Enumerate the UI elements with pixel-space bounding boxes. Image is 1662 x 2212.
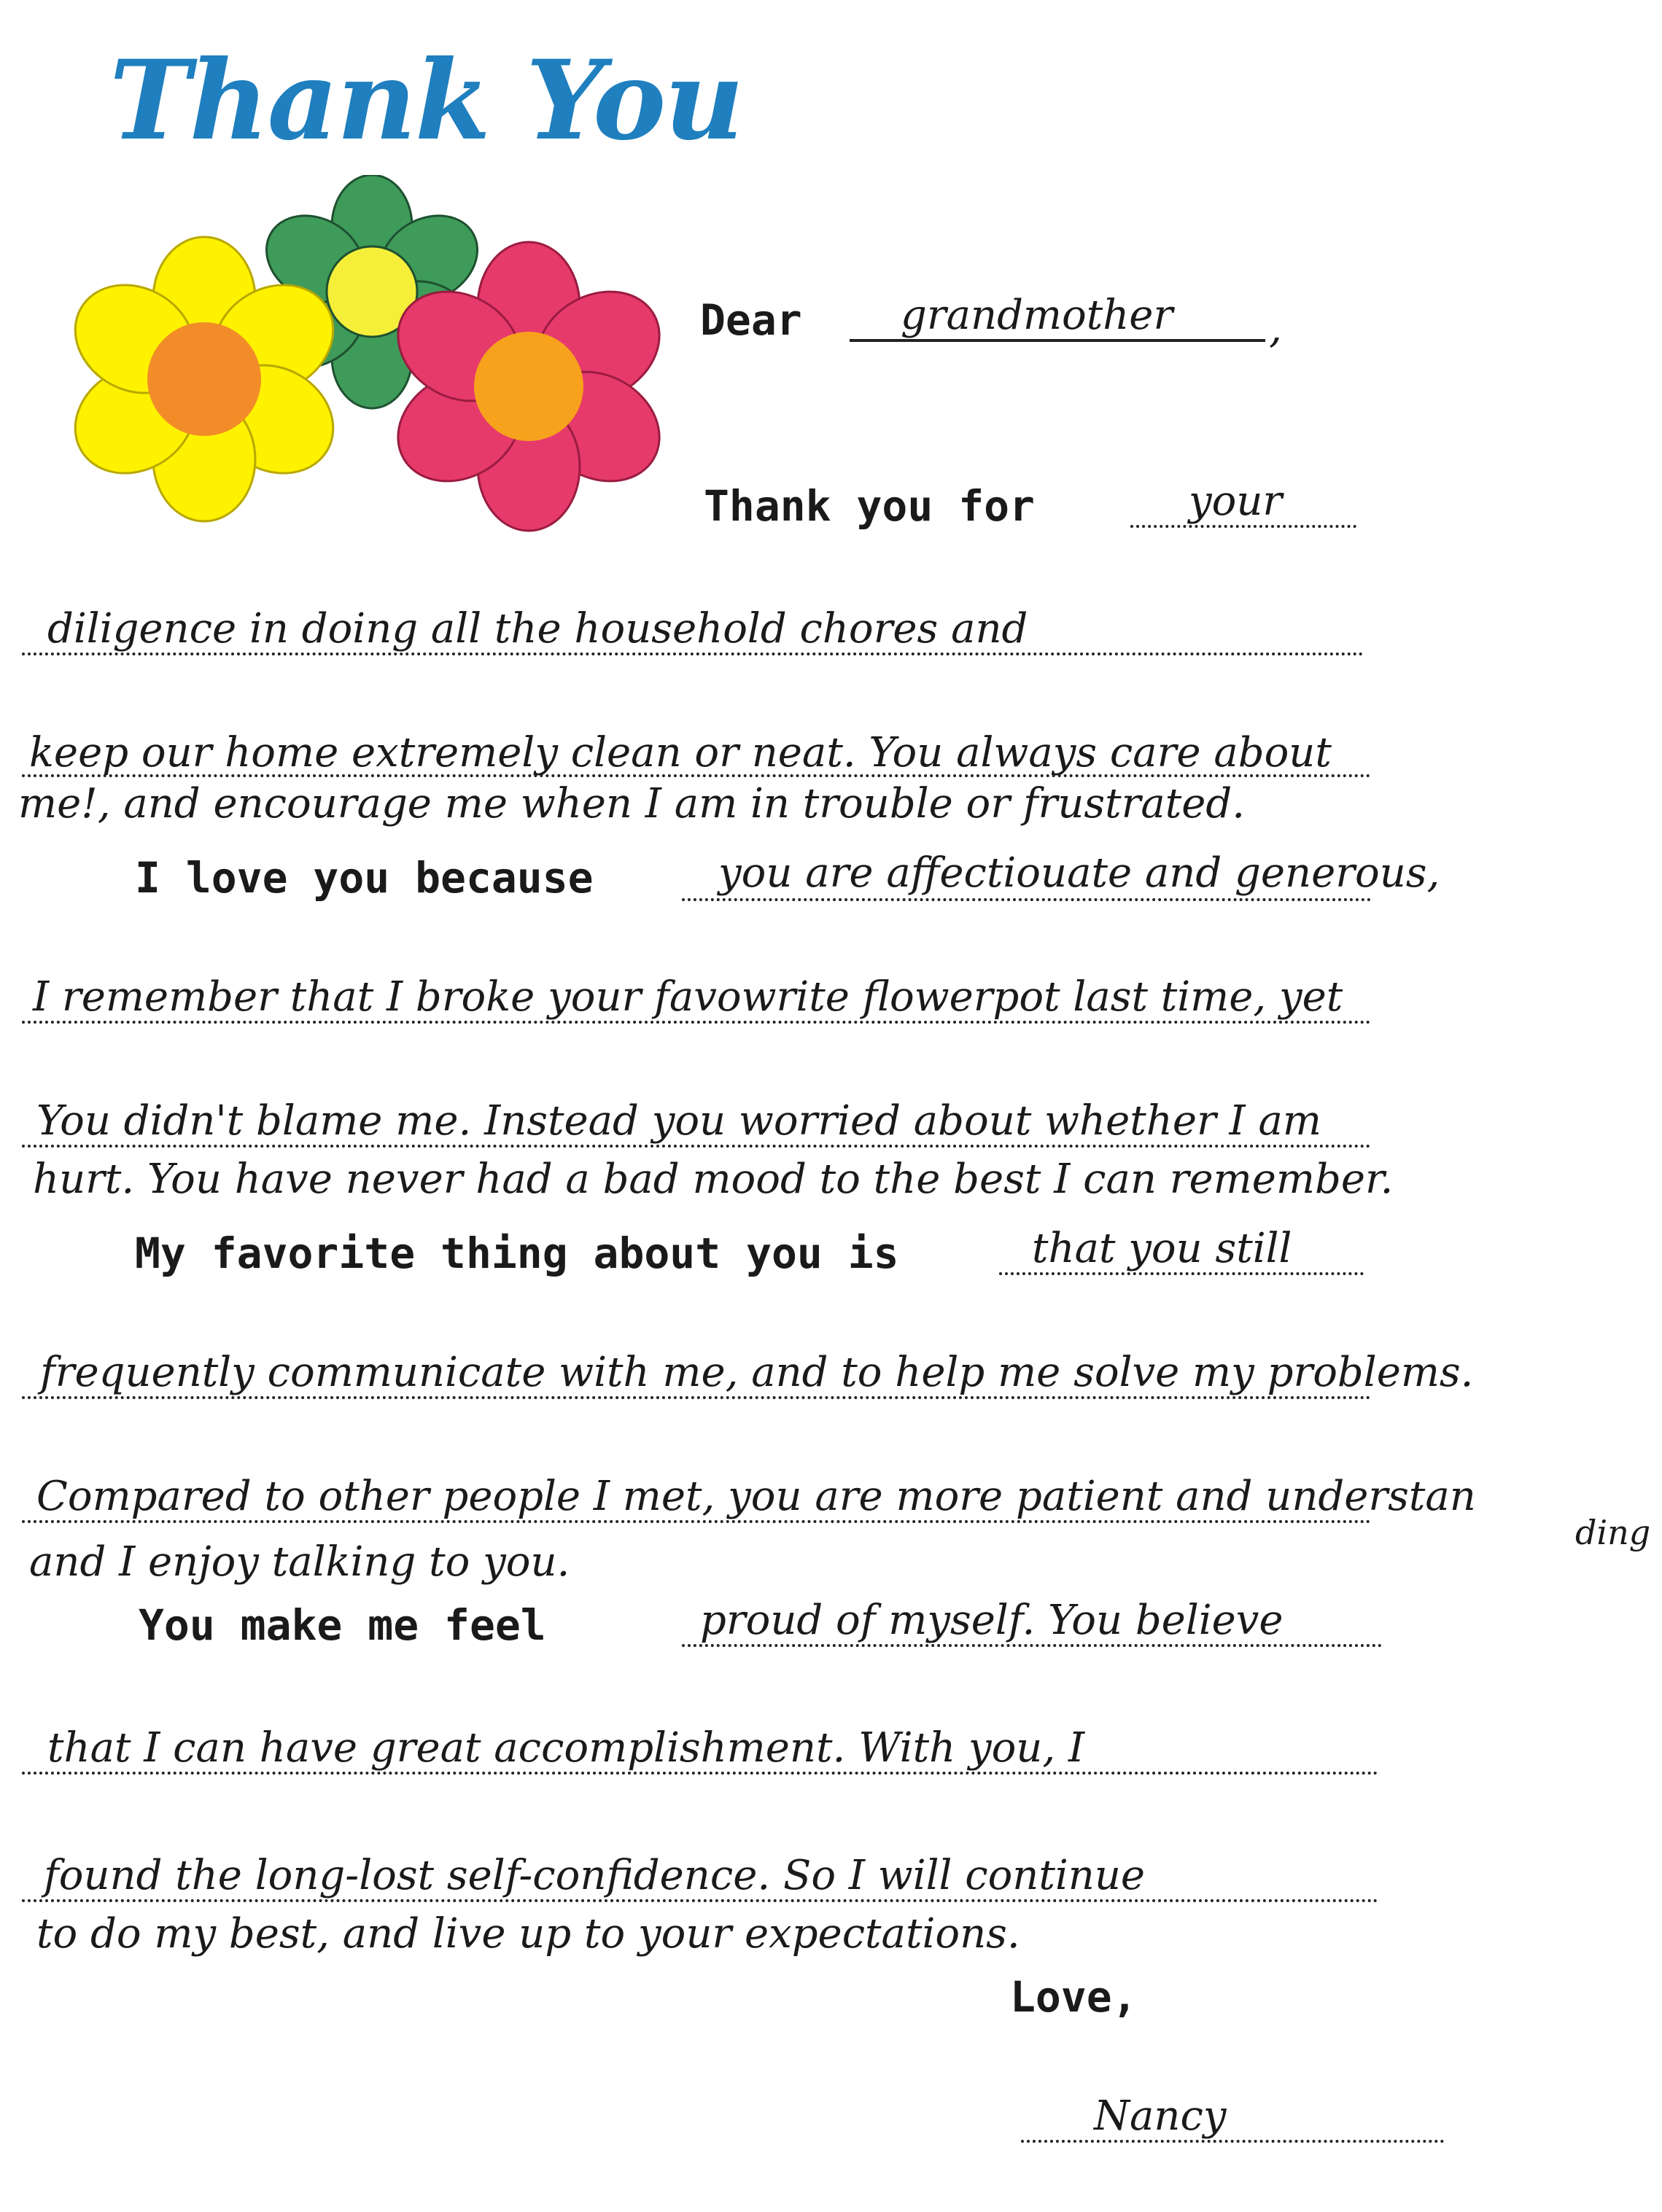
feel-underline-3: [22, 1899, 1378, 1902]
love-line-1: you are affectiouate and generous,: [718, 849, 1440, 897]
thanks-line-3: keep our home extremely clean or neat. You always care about: [29, 729, 1332, 776]
flowers-illustration: [69, 175, 675, 540]
favorite-line-5: and I enjoy talking to you.: [29, 1538, 570, 1586]
favorite-label: My favorite thing about you is: [135, 1228, 899, 1278]
love-underline-1: [682, 898, 1371, 901]
feel-underline-2: [22, 1772, 1378, 1775]
thanks-line-2: diligence in doing all the household chores and: [47, 605, 1028, 653]
favorite-line-1: that you still: [1032, 1225, 1292, 1272]
feel-line-3: found the long-lost self-confidence. So I will continue: [44, 1852, 1146, 1899]
love-underline-3: [22, 1145, 1371, 1148]
card-title: Thank You: [109, 36, 743, 165]
thanks-underline-1: [1130, 525, 1356, 528]
recipient-underline: [850, 339, 1265, 342]
favorite-underline-2: [22, 1396, 1371, 1399]
favorite-line-2: frequently communicate with me, and to help me solve my problems.: [40, 1349, 1474, 1396]
love-label: I love you because: [135, 853, 594, 903]
thanks-line-1: your: [1189, 478, 1283, 525]
closing: Love,: [1010, 1972, 1138, 2022]
thanks-underline-2: [22, 653, 1364, 655]
favorite-line-3: Compared to other people I met, you are more patient and understan: [36, 1473, 1476, 1520]
love-line-4: hurt. You have never had a bad mood to the best I can remember.: [33, 1156, 1394, 1203]
feel-line-2: that I can have great accomplishment. With you, I: [47, 1724, 1085, 1772]
salutation-label: Dear: [700, 295, 802, 345]
thanks-underline-3: [22, 774, 1371, 777]
thanks-label: Thank you for: [704, 481, 1035, 531]
love-line-2: I remember that I broke your favowrite flowerpot last time, yet: [33, 973, 1343, 1021]
signature-underline: [1021, 2140, 1444, 2143]
love-line-3: You didn't blame me. Instead you worried about whether I am: [36, 1097, 1321, 1145]
feel-line-1: proud of myself. You believe: [700, 1597, 1284, 1644]
thanks-line-4: me!, and encourage me when I am in trouble or frustrated.: [18, 780, 1246, 827]
favorite-underline-1: [999, 1272, 1364, 1275]
feel-line-4: to do my best, and live up to your expectations.: [36, 1910, 1020, 1958]
favorite-underline-3: [22, 1520, 1371, 1523]
recipient-name: grandmother: [901, 292, 1173, 339]
salutation-comma: ,: [1269, 305, 1282, 352]
signature: Nancy: [1094, 2092, 1227, 2140]
feel-underline-1: [682, 1644, 1382, 1647]
favorite-line-4: ding: [1575, 1513, 1651, 1552]
feel-label: You make me feel: [139, 1600, 546, 1650]
love-underline-2: [22, 1021, 1371, 1024]
